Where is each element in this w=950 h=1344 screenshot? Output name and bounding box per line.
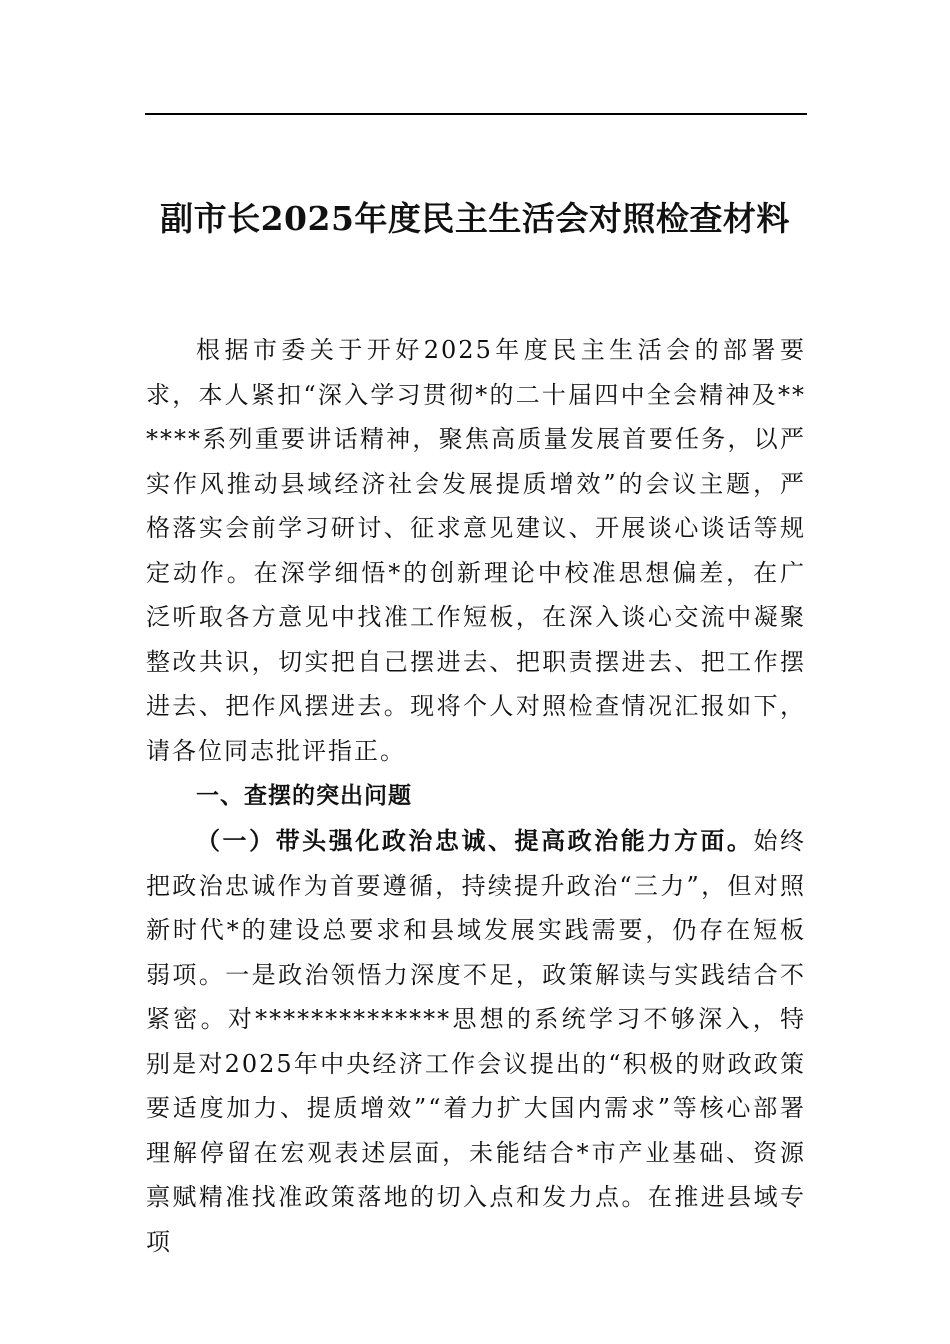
subsection-text: 始终把政治忠诚作为首要遵循，持续提升政治“三力”，但对照新时代*的建设总要求和县域发展实践需要，仍存在短板弱项。一是政治领悟力深度不足，政策解读与实践结合不紧密。对**************思想的系统学习不够深入，特别是对2025年中央经济工作会议提出的“积极的财政政策要适度加力、提质增效”“着力扩大国内需求”等核心部署理解停留在宏观表述层面，未能结合*市产业基础、资源禀赋精准找准政策落地的切入点和发力点。在推进县域专项 (146, 827, 806, 1256)
subsection-lead: （一）带头强化政治忠诚、提高政治能力方面。 (196, 826, 754, 855)
header-rule (145, 113, 807, 115)
subsection-paragraph (146, 819, 806, 1264)
document-body (146, 328, 806, 1264)
section-heading-problems: 一、查摆的突出问题 (196, 783, 412, 809)
intro-paragraph: 根据市委关于开好2025年度民主生活会的部署要求，本人紧扣“深入学习贯彻*的二十届四中全会精神及******系列重要讲话精神，聚焦高质量发展首要任务，以严实作风推动县域经济社会发展提质增效”的会议主题，严格落实会前学习研讨、征求意见建议、开展谈心谈话等规定动作。在深学细悟*的创新理论中校准思想偏差，在广泛听取各方意见中找准工作短板，在深入谈心交流中凝聚整改共识，切实把自己摆进去、把职责摆进去、把工作摆进去、把作风摆进去。现将个人对照检查情况汇报如下，请各位同志批评指正。 (146, 336, 806, 765)
document-title: 副市长2025年度民主生活会对照检查材料 (160, 199, 790, 238)
